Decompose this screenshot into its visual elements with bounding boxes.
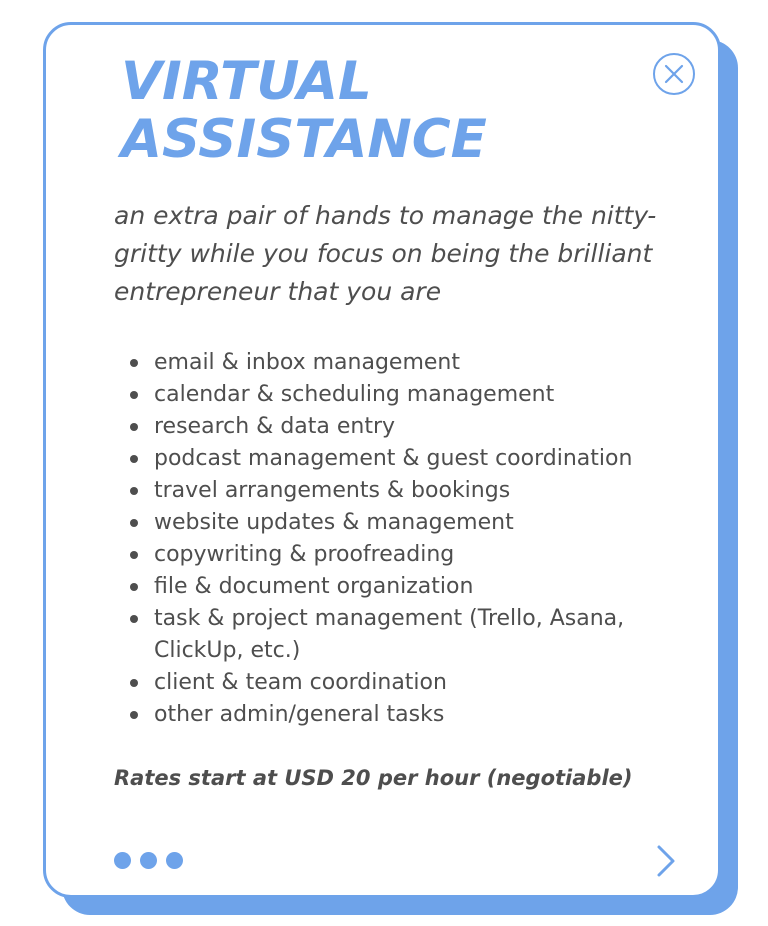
chevron-right-icon xyxy=(651,843,681,879)
service-item-label: email & inbox management xyxy=(154,350,461,375)
service-item-label: other admin/general tasks xyxy=(154,702,445,727)
service-item-label: travel arrangements & bookings xyxy=(154,478,511,503)
service-item xyxy=(130,379,650,411)
service-item xyxy=(130,411,650,443)
service-item-label: copywriting & proofreading xyxy=(154,542,455,567)
service-item xyxy=(130,571,650,603)
service-item xyxy=(130,443,650,475)
service-item xyxy=(130,507,650,539)
service-item xyxy=(130,699,650,731)
card-title xyxy=(121,53,601,169)
service-item xyxy=(130,603,650,667)
bullet-icon xyxy=(130,615,138,623)
bullet-icon xyxy=(130,583,138,591)
carousel-pager xyxy=(114,852,183,869)
bullet-icon xyxy=(130,455,138,463)
card-title-line: ASSISTANCE xyxy=(121,109,487,170)
service-item xyxy=(130,539,650,571)
bullet-icon xyxy=(130,551,138,559)
subtitle-line: entrepreneur that you are xyxy=(114,277,442,306)
close-icon xyxy=(664,64,684,84)
bullet-icon xyxy=(130,359,138,367)
bullet-icon xyxy=(130,423,138,431)
service-item xyxy=(130,475,650,507)
close-button[interactable] xyxy=(653,53,695,95)
bullet-icon xyxy=(130,391,138,399)
subtitle-line: gritty while you focus on being the brilliant xyxy=(114,239,653,268)
service-item xyxy=(130,347,650,379)
bullet-icon xyxy=(130,679,138,687)
service-item-label: website updates & management xyxy=(154,510,514,535)
service-item-label: calendar & scheduling management xyxy=(154,382,555,407)
bullet-icon xyxy=(130,519,138,527)
bullet-icon xyxy=(130,487,138,495)
service-item xyxy=(130,667,650,699)
card-subtitle xyxy=(114,197,657,311)
card-title-line: VIRTUAL xyxy=(121,51,372,112)
next-button[interactable] xyxy=(651,843,681,879)
rates-text: Rates start at USD 20 per hour (negotiable) xyxy=(114,766,633,790)
service-item-label: research & data entry xyxy=(154,414,396,439)
subtitle-line: an extra pair of hands to manage the nitty- xyxy=(114,201,657,230)
service-item-label: podcast management & guest coordination xyxy=(154,446,633,471)
pager-dot[interactable] xyxy=(166,852,183,869)
bullet-icon xyxy=(130,711,138,719)
pager-dot[interactable] xyxy=(114,852,131,869)
service-card xyxy=(43,22,721,898)
services-list xyxy=(130,347,650,731)
pager-dot[interactable] xyxy=(140,852,157,869)
service-item-label: task & project management (Trello, Asana, ClickUp, etc.) xyxy=(154,606,625,663)
service-item-label: client & team coordination xyxy=(154,670,447,695)
service-item-label: file & document organization xyxy=(154,574,474,599)
